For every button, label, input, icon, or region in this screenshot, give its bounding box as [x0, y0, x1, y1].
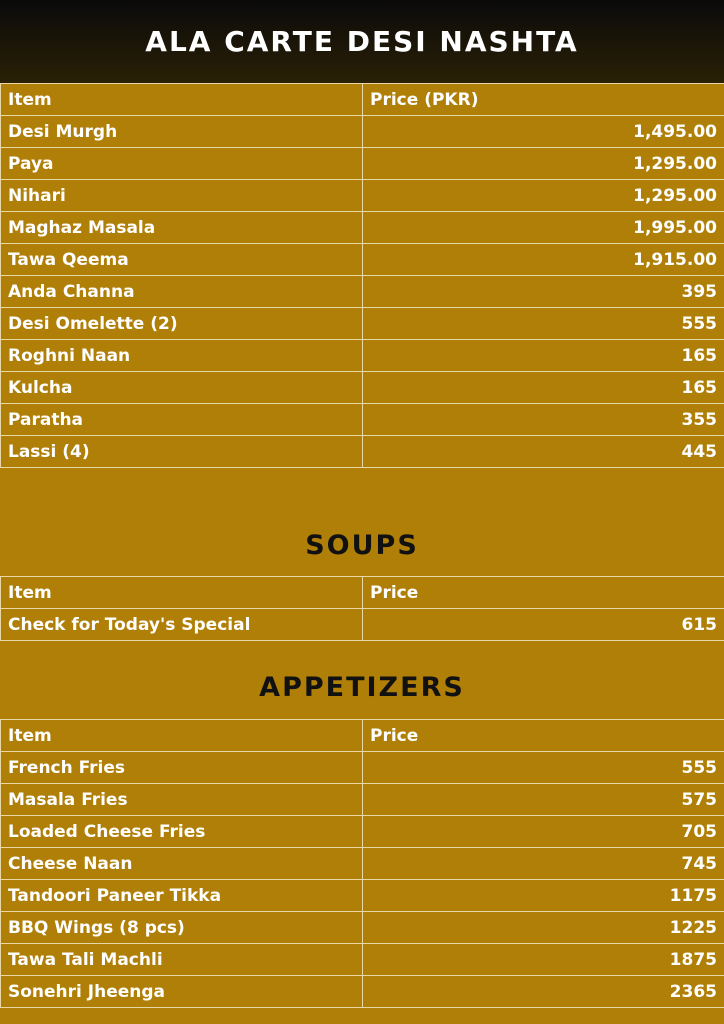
appetizers-table: [0, 719, 724, 1008]
table-row: [1, 784, 724, 816]
table-header-row: [1, 720, 724, 752]
column-header-item: Item: [1, 577, 363, 609]
item-price: 1225: [363, 912, 724, 944]
table-row: [1, 848, 724, 880]
item-price: 395: [363, 276, 724, 308]
page-title: ALA CARTE DESI NASHTA: [145, 25, 579, 58]
item-price: 1,295.00: [363, 148, 724, 180]
table-row: [1, 609, 724, 641]
table-row: [1, 976, 724, 1008]
table-row: [1, 752, 724, 784]
item-name: Check for Today's Special: [1, 609, 363, 641]
soups-section-title: SOUPS: [305, 530, 419, 561]
item-price: 1,915.00: [363, 244, 724, 276]
table-row: [1, 912, 724, 944]
item-name: Loaded Cheese Fries: [1, 816, 363, 848]
item-price: 1,995.00: [363, 212, 724, 244]
table-row: [1, 244, 724, 276]
table-row: [1, 880, 724, 912]
column-header-item: Item: [1, 84, 363, 116]
table-header-row: [1, 577, 724, 609]
item-name: Tawa Qeema: [1, 244, 363, 276]
item-name: Tawa Tali Machli: [1, 944, 363, 976]
table-header-row: [1, 84, 724, 116]
item-price: 705: [363, 816, 724, 848]
item-price: 615: [363, 609, 724, 641]
table-row: [1, 816, 724, 848]
item-price: 1,295.00: [363, 180, 724, 212]
column-header-item: Item: [1, 720, 363, 752]
table-row: [1, 436, 724, 468]
item-price: 745: [363, 848, 724, 880]
item-price: 575: [363, 784, 724, 816]
item-price: 1875: [363, 944, 724, 976]
item-name: Tandoori Paneer Tikka: [1, 880, 363, 912]
item-name: Anda Channa: [1, 276, 363, 308]
column-header-price: Price (PKR): [363, 84, 724, 116]
table-row: [1, 308, 724, 340]
item-name: Nihari: [1, 180, 363, 212]
soups-table: [0, 576, 724, 641]
item-name: Desi Omelette (2): [1, 308, 363, 340]
appetizers-section-title: APPETIZERS: [259, 672, 465, 703]
item-name: Kulcha: [1, 372, 363, 404]
item-price: 445: [363, 436, 724, 468]
item-name: Cheese Naan: [1, 848, 363, 880]
item-name: French Fries: [1, 752, 363, 784]
column-header-price: Price: [363, 577, 724, 609]
table-row: [1, 944, 724, 976]
item-price: 1175: [363, 880, 724, 912]
table-row: [1, 276, 724, 308]
item-price: 2365: [363, 976, 724, 1008]
table-row: [1, 180, 724, 212]
page-header: [0, 0, 724, 83]
item-name: Sonehri Jheenga: [1, 976, 363, 1008]
item-price: 1,495.00: [363, 116, 724, 148]
table-row: [1, 340, 724, 372]
table-row: [1, 212, 724, 244]
item-name: BBQ Wings (8 pcs): [1, 912, 363, 944]
item-name: Roghni Naan: [1, 340, 363, 372]
table-row: [1, 404, 724, 436]
item-name: Paratha: [1, 404, 363, 436]
item-price: 355: [363, 404, 724, 436]
table-row: [1, 116, 724, 148]
item-name: Lassi (4): [1, 436, 363, 468]
item-price: 555: [363, 308, 724, 340]
item-price: 555: [363, 752, 724, 784]
column-header-price: Price: [363, 720, 724, 752]
item-name: Maghaz Masala: [1, 212, 363, 244]
item-name: Masala Fries: [1, 784, 363, 816]
item-name: Desi Murgh: [1, 116, 363, 148]
item-price: 165: [363, 372, 724, 404]
item-price: 165: [363, 340, 724, 372]
table-row: [1, 372, 724, 404]
nashta-table: [0, 83, 724, 468]
table-row: [1, 148, 724, 180]
item-name: Paya: [1, 148, 363, 180]
